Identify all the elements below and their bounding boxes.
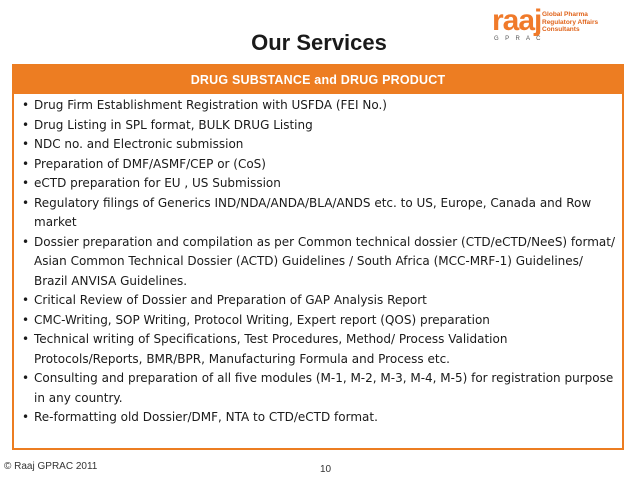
bullet-icon: • [22, 332, 30, 346]
bullet-icon: • [22, 293, 30, 307]
logo-wordmark: raaj [492, 4, 542, 37]
list-item [22, 96, 617, 116]
logo-subtext: G P R A C [494, 36, 543, 42]
list-item-text: Drug Listing in SPL format, BULK DRUG Listing [34, 117, 313, 132]
list-item [22, 116, 617, 136]
logo-tagline: Global Pharma Regulatory Affairs Consultants [542, 11, 599, 33]
list-item-text: Critical Review of Dossier and Preparation of GAP Analysis Report [34, 293, 427, 307]
bullet-icon: • [22, 195, 30, 210]
bullet-icon: • [22, 156, 30, 171]
list-item [22, 233, 617, 292]
bullet-icon: • [22, 371, 30, 385]
services-list [22, 96, 617, 428]
list-item-text: NDC no. and Electronic submission [34, 137, 244, 151]
list-item [22, 369, 617, 408]
bullet-icon: • [22, 234, 30, 249]
bullet-icon: • [22, 410, 30, 424]
page-number: 10 [320, 464, 332, 475]
list-item-text: CMC-Writing, SOP Writing, Protocol Writing, Expert report (QOS) preparation [34, 312, 490, 327]
list-item [22, 174, 617, 194]
list-item [22, 135, 617, 155]
list-item-text: Preparation of DMF/ASMF/CEP or (CoS) [34, 156, 266, 171]
bullet-icon: • [22, 176, 30, 190]
bullet-icon: • [22, 312, 30, 327]
list-item [22, 311, 617, 331]
page-title: Our Services [251, 30, 387, 55]
list-item [22, 330, 617, 369]
list-item-text: Re-formatting old Dossier/DMF, NTA to CTD/eCTD format. [34, 410, 378, 424]
list-item-text: Consulting and preparation of all five modules (M-1, M-2, M-3, M-4, M-5) for registration purpose in any country. [34, 371, 614, 405]
list-item-text: Drug Firm Establishment Registration with USFDA (FEI No.) [34, 98, 387, 112]
bullet-icon: • [22, 98, 30, 112]
list-item-text: Regulatory filings of Generics IND/NDA/ANDA/BLA/ANDS etc. to US, Europe, Canada and Row market [34, 195, 592, 229]
list-item [22, 408, 617, 428]
list-item [22, 194, 617, 233]
services-box-header: DRUG SUBSTANCE and DRUG PRODUCT [14, 66, 622, 94]
copyright-text: © Raaj GPRAC 2011 [4, 461, 98, 472]
list-item [22, 155, 617, 175]
list-item [22, 291, 617, 311]
bullet-icon: • [22, 137, 30, 151]
list-item-text: Technical writing of Specifications, Test Procedures, Method/ Process Validation Protocols/Reports, BMR/BPR, Manufacturing Formula and Process etc. [34, 332, 508, 366]
list-item-text: eCTD preparation for EU , US Submission [34, 176, 281, 190]
bullet-icon: • [22, 117, 30, 132]
list-item-text: Dossier preparation and compilation as per Common technical dossier (CTD/eCTD/NeeS) format/ Asian Common Technical Dossier (ACTD) Guidelines / South Africa (MCC-MRF-1) Guidelines/ Brazil ANVISA Guidelines. [34, 234, 616, 288]
company-logo [492, 6, 610, 46]
